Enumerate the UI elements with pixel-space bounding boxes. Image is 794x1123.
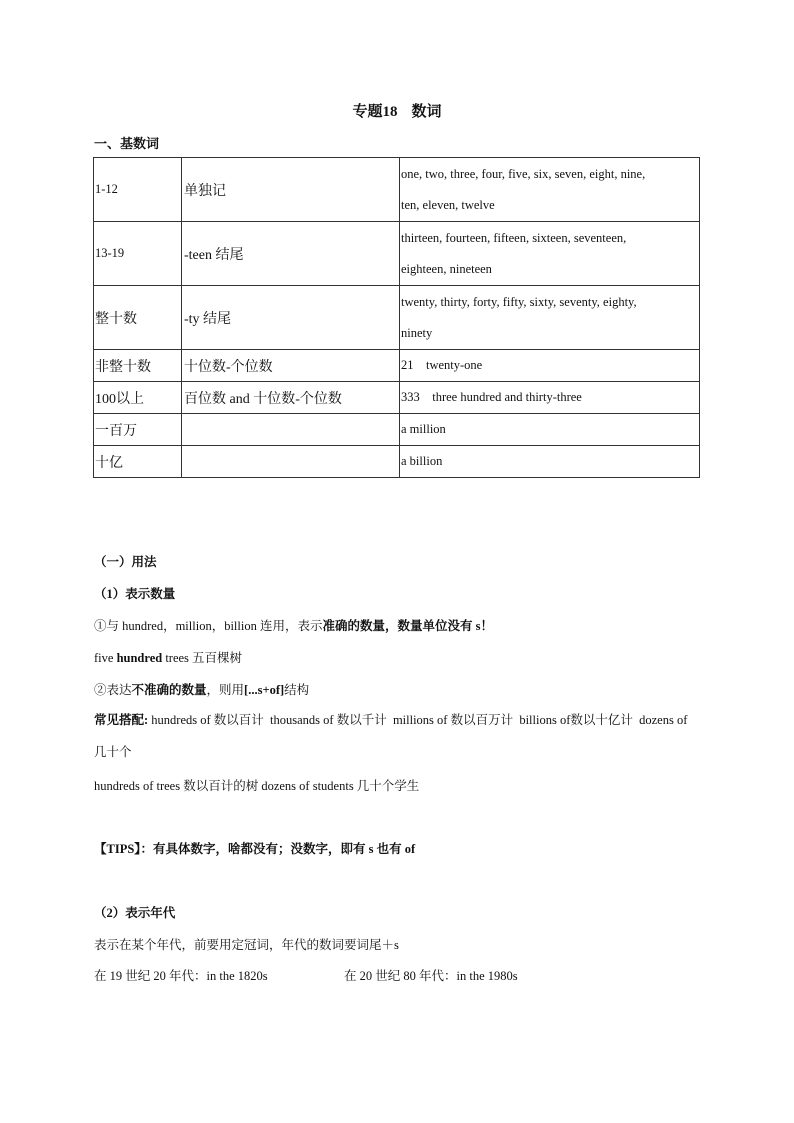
- rule-emphasis: 不准确的数量: [131, 683, 207, 697]
- title-topic-name: 数词: [411, 104, 442, 120]
- table-cell-rule: 百位数 and 十位数-个位数: [182, 382, 400, 414]
- cardinal-number-table: [93, 157, 700, 478]
- subsection-heading-quantity: （1）表示数量: [94, 587, 176, 601]
- table-cell-examples: [400, 158, 700, 222]
- table-cell-rule: -teen 结尾: [182, 222, 400, 286]
- table-row: [94, 158, 700, 222]
- rule-text: 结构: [284, 683, 310, 697]
- table-cell-examples: [400, 222, 700, 286]
- example-1980s: 在 20 世纪 80 年代：in the 1980s: [344, 969, 518, 983]
- table-cell-examples: 333 three hundred and thirty-three: [400, 382, 700, 414]
- table-cell-examples: 21 twenty-one: [400, 350, 700, 382]
- rule-decades: 表示在某个年代，前要用定冠词，年代的数词要词尾＋s: [94, 938, 399, 952]
- table-cell-range: 整十数: [94, 286, 182, 350]
- table-cell-rule: [182, 446, 400, 478]
- section-heading-cardinal: 一、基数词: [94, 136, 160, 151]
- examples-line: ninety: [401, 325, 433, 340]
- subsection-heading-decades: （2）表示年代: [94, 906, 176, 920]
- example-1820s: 在 19 世纪 20 年代：in the 1820s: [94, 969, 268, 983]
- examples-line: thirteen, fourteen, fifteen, sixteen, seventeen,: [401, 230, 627, 245]
- rule-inexact-quantity: [94, 680, 309, 698]
- example-hundreds-dozens: hundreds of trees 数以百计的树 dozens of students 几十个学生: [94, 779, 420, 793]
- table-cell-range: 1-12: [94, 158, 182, 222]
- common-collocations: [94, 704, 700, 768]
- table-row: [94, 446, 700, 478]
- table-row: [94, 222, 700, 286]
- table-cell-rule: [182, 414, 400, 446]
- table-row: [94, 350, 700, 382]
- table-cell-range: 100以上: [94, 382, 182, 414]
- table-cell-range: 十亿: [94, 446, 182, 478]
- tips-note: 【TIPS】：有具体数字，啥都没有；没数字，即有 s 也有 of: [94, 842, 416, 856]
- table-row: [94, 414, 700, 446]
- table-cell-range: 一百万: [94, 414, 182, 446]
- rule-text: ，则用: [206, 683, 245, 697]
- table-cell-rule: 单独记: [182, 158, 400, 222]
- table-cell-range: 非整十数: [94, 350, 182, 382]
- examples-line: twenty, thirty, forty, fifty, sixty, seventy, eighty,: [401, 294, 637, 309]
- rule-text: ②表达: [94, 683, 132, 697]
- examples-line: one, two, three, four, five, six, seven, eight, nine,: [401, 166, 646, 181]
- rule-emphasis: 准确的数量，数量单位没有 s！: [322, 619, 493, 633]
- title-topic-number: 专题18: [352, 104, 398, 120]
- examples-line: eighteen, nineteen: [401, 261, 492, 276]
- example-text: trees 五百棵树: [162, 651, 243, 665]
- table-cell-rule: -ty 结尾: [182, 286, 400, 350]
- table-cell-examples: a billion: [400, 446, 700, 478]
- examples-line: ten, eleven, twelve: [401, 197, 495, 212]
- example-emphasis: hundred: [116, 651, 163, 665]
- table-row: [94, 286, 700, 350]
- table-cell-examples: a million: [400, 414, 700, 446]
- rule-exact-quantity: [94, 616, 493, 634]
- collocation-text: hundreds of 数以百计 thousands of 数以千计 millions of 数以百万计 billions of数以十亿计 dozens of 几十个: [94, 713, 691, 759]
- rule-emphasis: [...s+of]: [244, 683, 285, 697]
- table-cell-range: 13-19: [94, 222, 182, 286]
- rule-text: ①与 hundred，million，billion 连用，表示: [94, 619, 323, 633]
- table-row: [94, 382, 700, 414]
- example-five-hundred-trees: [94, 648, 242, 666]
- usage-heading: （一）用法: [94, 555, 157, 569]
- collocation-label: 常见搭配:: [94, 713, 149, 727]
- example-text: five: [94, 651, 117, 665]
- table-cell-rule: 十位数-个位数: [182, 350, 400, 382]
- page-title: [0, 100, 794, 121]
- table-cell-examples: [400, 286, 700, 350]
